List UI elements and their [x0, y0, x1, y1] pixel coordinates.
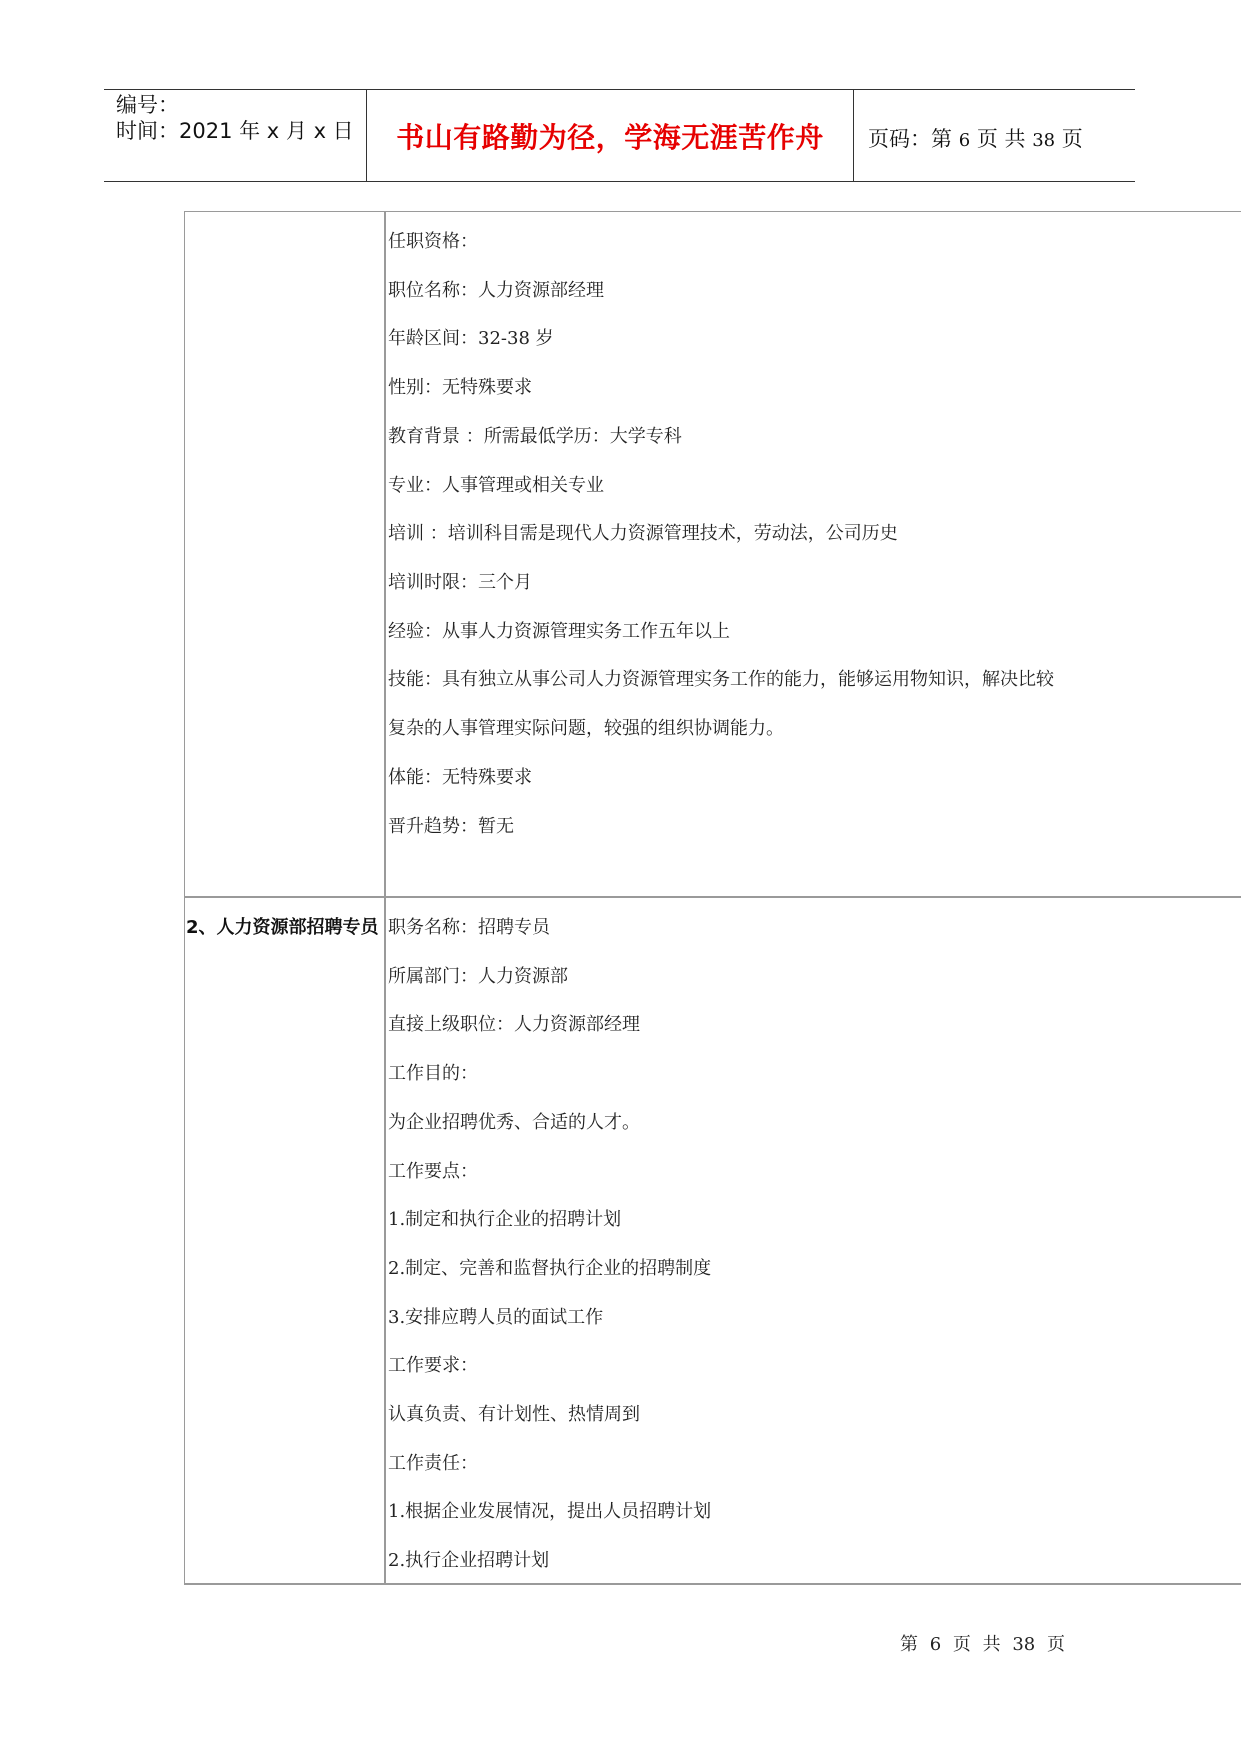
qualification-line: 复杂的人事管理实际问题，较强的组织协调能力。: [388, 718, 784, 739]
qualification-line: 经验：从事人力资源管理实务工作五年以上: [388, 621, 730, 642]
qualification-line: 技能：具有独立从事公司人力资源管理实务工作的能力，能够运用物知识，解决比较: [388, 669, 1054, 690]
qualification-line: 性别：无特殊要求: [388, 377, 532, 398]
qualification-line: 体能：无特殊要求: [388, 767, 532, 788]
document-time-label: 时间：2021 年 x 月 x 日: [116, 119, 354, 143]
qualification-line: 任职资格：: [388, 231, 478, 252]
page-suffix: 页: [1061, 127, 1083, 151]
job-description-line: 3.安排应聘人员的面试工作: [388, 1307, 604, 1328]
job-description-line: 1.制定和执行企业的招聘计划: [388, 1209, 622, 1230]
job-description-line: 工作要求：: [388, 1355, 478, 1376]
job-description-line: 工作责任：: [388, 1453, 478, 1474]
qualification-line: 职位名称：人力资源部经理: [388, 280, 604, 301]
qualification-line: 专业：人事管理或相关专业: [388, 475, 604, 496]
job-description-line: 工作要点：: [388, 1161, 478, 1182]
table-border-middle: [384, 211, 386, 1585]
table-row-divider: [184, 896, 1241, 898]
qualification-line: 培训时限：三个月: [388, 572, 532, 593]
job-description-line: 1.根据企业发展情况，提出人员招聘计划: [388, 1501, 712, 1522]
job-description-line: 为企业招聘优秀、合适的人才。: [388, 1112, 640, 1133]
header-bottom-rule: [104, 181, 1135, 182]
job-description-line: 2.制定、完善和监督执行企业的招聘制度: [388, 1258, 712, 1279]
header-divider-left: [366, 89, 367, 181]
job-description-line: 认真负责、有计划性、热情周到: [388, 1404, 640, 1425]
header-top-rule: [104, 89, 1135, 90]
page-total: 38: [1032, 130, 1056, 151]
page-mid: 页 共: [976, 127, 1026, 151]
header-page-indicator: [868, 123, 1083, 153]
header-motto: 书山有路勤为径，学海无涯苦作舟: [396, 121, 824, 154]
job-description-line: 工作目的：: [388, 1063, 478, 1084]
footer-page-number: 第 6 页 共 38 页: [900, 1634, 1065, 1655]
page-prefix: 页码：第: [868, 127, 952, 151]
table-border-top: [184, 211, 1241, 212]
job-description-line: 职务名称：招聘专员: [388, 917, 550, 938]
qualification-line: 年龄区间：32-38 岁: [388, 328, 554, 349]
header-meta: [116, 92, 354, 144]
qualification-line: 晋升趋势：暂无: [388, 816, 514, 837]
position-label: 2、人力资源部招聘专员: [186, 917, 379, 938]
qualification-line: 培训 ：培训科目需是现代人力资源管理技术，劳动法，公司历史: [388, 523, 898, 544]
header-divider-right: [853, 89, 854, 181]
job-description-line: 直接上级职位：人力资源部经理: [388, 1014, 640, 1035]
job-description-line: 2.执行企业招聘计划: [388, 1550, 550, 1571]
job-description-line: 所属部门：人力资源部: [388, 966, 568, 987]
qualification-line: 教育背景 ：所需最低学历：大学专科: [388, 426, 682, 447]
document-number-label: 编号：: [116, 93, 179, 117]
table-border-left: [184, 211, 185, 1585]
page-current: 6: [958, 130, 971, 151]
table-border-bottom: [184, 1583, 1241, 1585]
